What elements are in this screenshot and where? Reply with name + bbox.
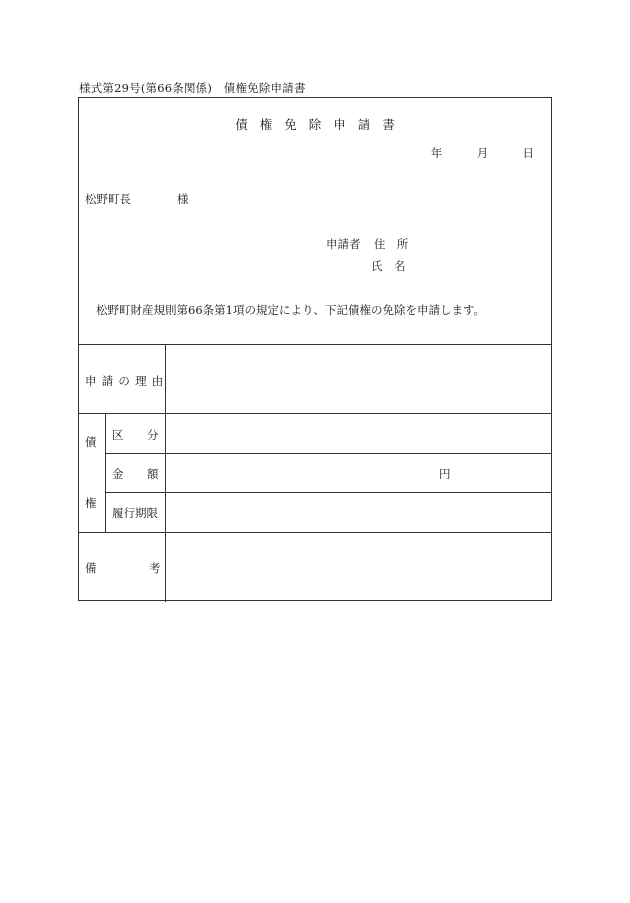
claim-label-top: 債 [85, 435, 97, 449]
applicant-label: 申請者 [326, 237, 361, 251]
reason-label: 申請の理由 [85, 374, 169, 388]
year-label: 年 [430, 146, 443, 160]
month-label: 月 [476, 146, 489, 160]
date-line [431, 145, 534, 161]
claim-column-divider [105, 413, 106, 532]
category-label: 区 分 [112, 428, 165, 442]
addressee-honorific: 様 [177, 192, 189, 206]
amount-field[interactable] [167, 454, 551, 491]
amount-unit: 円 [439, 467, 451, 481]
claim-label-bottom: 権 [85, 496, 97, 510]
address-label: 住 所 [373, 237, 409, 251]
due-date-label: 履行期限 [112, 506, 158, 520]
application-form [78, 97, 552, 601]
reason-field[interactable] [167, 345, 551, 412]
applicant-name-line [371, 258, 406, 274]
due-date-field[interactable] [167, 493, 551, 531]
form-number-label: 様式第29号(第66条関係) 債権免除申請書 [79, 81, 306, 95]
remarks-label-2: 考 [149, 561, 161, 575]
category-field[interactable] [167, 414, 551, 452]
addressee [85, 191, 189, 207]
applicant-address-line [326, 236, 408, 252]
remarks-label-1: 備 [85, 561, 97, 575]
document-title: 債権免除申請書 [235, 117, 407, 132]
day-label: 日 [522, 146, 534, 160]
remarks-field[interactable] [167, 533, 551, 600]
addressee-name: 松野町長 [85, 192, 131, 206]
amount-label: 金 額 [112, 467, 165, 481]
name-label: 氏 名 [371, 259, 406, 273]
application-statement: 松野町財産規則第66条第1項の規定により、下記債権の免除を申請します。 [96, 303, 486, 317]
